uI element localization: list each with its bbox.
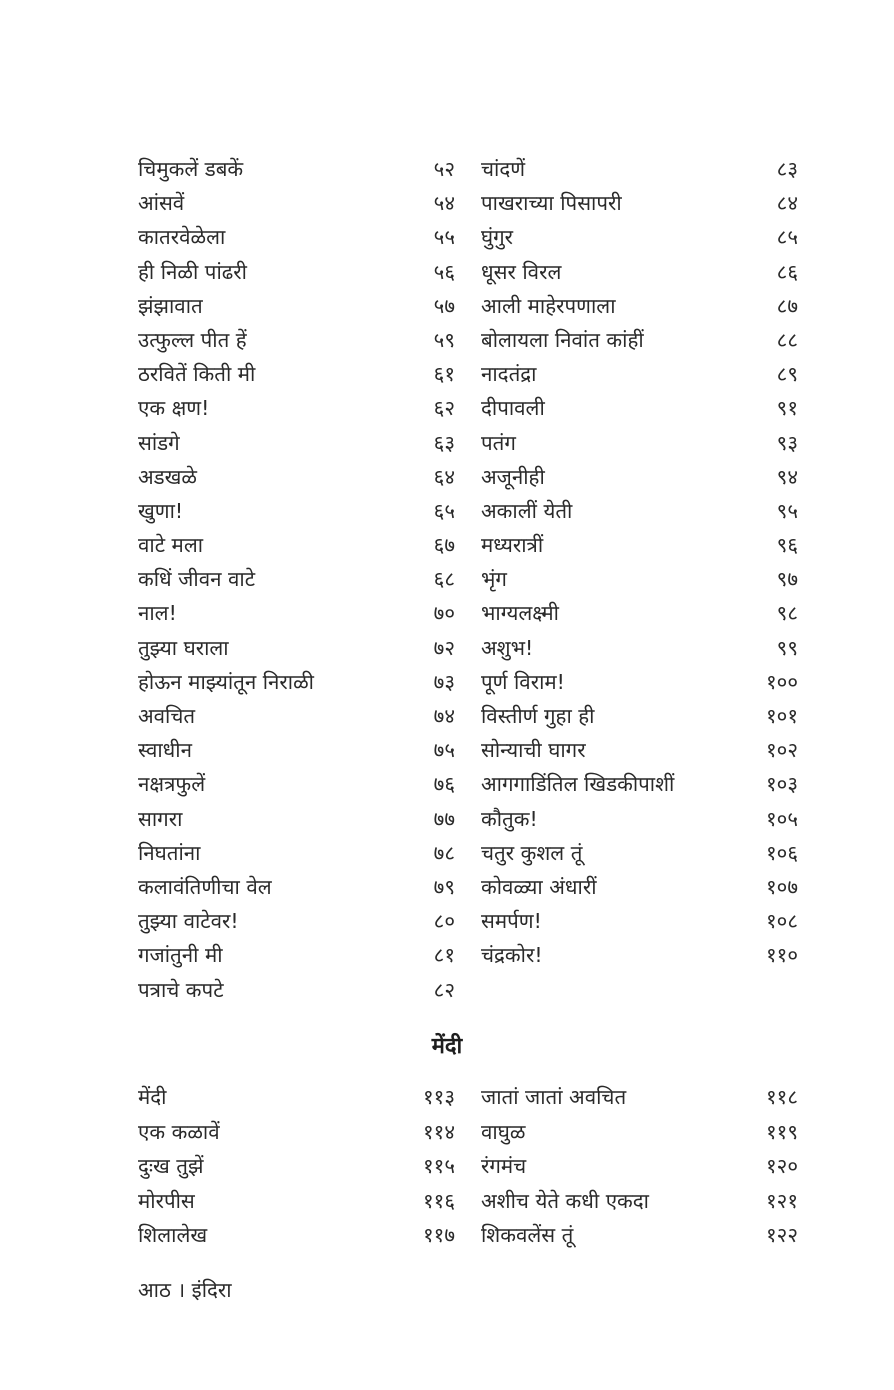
- toc-entry-title: अडखळे: [138, 464, 197, 489]
- toc-entry-title: वाटे मला: [138, 533, 204, 558]
- toc-row: [0, 255, 894, 289]
- toc-row: [0, 836, 894, 870]
- toc-row: [0, 562, 894, 596]
- toc-entry-page: ६४: [433, 464, 455, 489]
- toc-entry-page: ५४: [433, 191, 455, 216]
- toc-entry-title: पतंग: [481, 430, 516, 455]
- toc-entry-title: चांदणें: [481, 157, 526, 181]
- toc-entry-page: ७७: [433, 806, 455, 831]
- toc-entry-title: ठरवितें किती मी: [138, 362, 256, 387]
- toc-entry-page: ५७: [433, 293, 455, 318]
- toc-entry-page: ११०: [766, 943, 798, 968]
- toc-row: [0, 802, 894, 836]
- toc-entry-page: ५९: [433, 327, 455, 352]
- toc-entry-title: समर्पण!: [481, 909, 542, 934]
- toc-entry-title: पत्राचे कपटे: [138, 977, 224, 1002]
- toc-entry-page: ७२: [433, 635, 455, 660]
- toc-row: [0, 1184, 894, 1219]
- toc-entry-page: ६३: [433, 430, 455, 455]
- toc-entry-page: ७३: [433, 669, 455, 694]
- toc-entry-title: मेंदी: [138, 1085, 167, 1109]
- toc-entry-page: ९१: [776, 396, 798, 421]
- toc-entry-title: भाग्यलक्ष्मी: [481, 601, 559, 626]
- toc-entry-page: ८०: [433, 909, 455, 934]
- toc-row: [0, 904, 894, 938]
- toc-entry-page: ११३: [423, 1085, 455, 1109]
- toc-entry-page: ९४: [776, 464, 798, 489]
- toc-entry-title: शिलालेख: [138, 1223, 208, 1247]
- toc-entry-page: १२२: [766, 1223, 798, 1247]
- toc-entry-title: तुझ्या घराला: [138, 635, 229, 660]
- toc-entry-page: ५२: [433, 157, 455, 181]
- toc-entry-page: १०३: [766, 772, 798, 797]
- toc-row: [0, 152, 894, 186]
- toc-entry-title: घुंगुर: [481, 225, 514, 250]
- toc-entry-title: धूसर विरल: [481, 259, 562, 284]
- toc-row: [0, 494, 894, 528]
- toc-entry-page: ५५: [433, 225, 455, 250]
- page-footer: आठ । इंदिरा: [138, 1278, 232, 1302]
- toc-entry-title: पूर्ण विराम!: [481, 669, 565, 694]
- toc-entry-page: ७६: [433, 772, 455, 797]
- toc-row: [0, 973, 894, 1007]
- toc-entry-title: दीपावली: [481, 396, 545, 421]
- toc-entry-page: ११७: [423, 1223, 455, 1247]
- toc-entry-title: अजूनीही: [481, 464, 545, 489]
- toc-entry-title: एक क्षण!: [138, 396, 210, 421]
- toc-entry-title: सागरा: [138, 806, 183, 831]
- toc-row: [0, 460, 894, 494]
- toc-entry-page: ६५: [433, 498, 455, 523]
- toc-entry-page: ८९: [776, 362, 798, 387]
- toc-entry-page: ९८: [776, 601, 798, 626]
- toc-entry-title: जातां जातां अवचित: [481, 1085, 627, 1109]
- section-title: मेंदी: [431, 1034, 463, 1059]
- toc-entry-title: स्वाधीन: [138, 738, 192, 763]
- toc-row: [0, 1080, 894, 1115]
- toc-entry-title: कातरवेळेला: [138, 225, 226, 250]
- toc-entry-page: ११६: [423, 1188, 455, 1213]
- toc-entry-page: १०१: [766, 704, 798, 728]
- toc-entry-title: आंसवें: [138, 191, 185, 216]
- toc-entry-title: अकालीं येती: [481, 498, 573, 523]
- toc-entry-page: ८४: [776, 191, 798, 216]
- toc-entry-title: वाघुळ: [481, 1119, 526, 1144]
- toc-row: [0, 596, 894, 630]
- toc-row: [0, 426, 894, 460]
- toc-entry-page: १०५: [766, 806, 798, 831]
- toc-entry-page: ७०: [433, 601, 455, 626]
- toc-row: [0, 357, 894, 391]
- toc-row: [0, 186, 894, 220]
- toc-entry-page: ११५: [423, 1154, 455, 1178]
- toc-entry-page: ९३: [776, 430, 798, 455]
- toc-entry-title: उत्फुल्ल पीत हें: [138, 327, 247, 352]
- toc-entry-title: रंगमंच: [481, 1154, 527, 1178]
- toc-entry-page: १२१: [766, 1188, 798, 1213]
- toc-entry-title: खुणा!: [138, 498, 184, 523]
- toc-entry-page: ९९: [776, 635, 798, 660]
- toc-entry-page: ८७: [776, 293, 798, 318]
- toc-row: [0, 870, 894, 904]
- toc-entry-title: चंद्रकोर!: [481, 943, 543, 968]
- toc-entry-title: दुःख तुझें: [138, 1154, 204, 1178]
- toc-entry-title: अशीच येते कधी एकदा: [481, 1188, 649, 1213]
- toc-entry-page: ८६: [776, 259, 798, 284]
- toc-entry-title: चतुर कुशल तूं: [481, 840, 583, 865]
- toc-row: [0, 733, 894, 767]
- toc-entry-title: गजांतुनी मी: [138, 943, 223, 968]
- toc-row: [0, 699, 894, 733]
- toc-entry-page: ७८: [433, 840, 455, 865]
- toc-entry-page: १०२: [766, 738, 798, 763]
- toc-entry-page: ८८: [776, 327, 798, 352]
- toc-entry-title: अशुभ!: [481, 635, 534, 660]
- toc-entry-title: कधिं जीवन वाटे: [138, 567, 256, 592]
- toc-entry-page: ९६: [776, 533, 798, 558]
- toc-row: [0, 289, 894, 323]
- toc-entry-title: नक्षत्रफुलें: [138, 772, 206, 797]
- toc-entry-title: सोन्याची घागर: [481, 738, 586, 763]
- toc-row: [0, 1115, 894, 1150]
- toc-row: [0, 528, 894, 562]
- toc-entry-title: अवचित: [138, 704, 196, 728]
- toc-entry-title: आगगाडिंतिल खिडकीपाशीं: [481, 772, 675, 797]
- toc-entry-page: १०८: [766, 909, 798, 934]
- toc-entry-page: ७५: [433, 738, 455, 763]
- toc-entry-title: चिमुकलें डबकें: [138, 157, 244, 181]
- toc-entry-title: एक कळावें: [138, 1119, 220, 1144]
- toc-entry-title: विस्तीर्ण गुहा ही: [481, 704, 595, 728]
- toc-entry-title: बोलायला निवांत कांहीं: [481, 327, 644, 352]
- toc-entry-title: होऊन माझ्यांतून निराळी: [138, 669, 314, 694]
- toc-entry-title: झंझावात: [138, 293, 203, 318]
- toc-entry-page: ६२: [433, 396, 455, 421]
- toc-entry-page: ८२: [433, 977, 455, 1002]
- toc-entry-page: १००: [766, 669, 798, 694]
- toc-entry-title: नाल!: [138, 601, 177, 626]
- toc-row: [0, 323, 894, 357]
- toc-entry-title: नादतंद्रा: [481, 362, 537, 387]
- toc-entry-page: १०७: [766, 874, 798, 899]
- toc-entry-title: कौतुक!: [481, 806, 538, 831]
- toc-entry-title: मोरपीस: [138, 1188, 195, 1213]
- toc-entry-page: ९५: [776, 498, 798, 523]
- toc-entry-page: १०६: [766, 840, 798, 865]
- toc-entry-title: सांडगे: [138, 430, 180, 455]
- toc-row: [0, 665, 894, 699]
- toc-entry-title: पाखराच्या पिसापरी: [481, 191, 622, 216]
- toc-entry-page: ६७: [433, 533, 455, 558]
- toc-entry-page: ९७: [776, 567, 798, 592]
- toc-row: [0, 391, 894, 425]
- toc-row: [0, 631, 894, 665]
- toc-entry-page: ७९: [433, 874, 455, 899]
- toc-entry-page: १२०: [766, 1154, 798, 1178]
- toc-entry-title: शिकवलेंस तूं: [481, 1223, 574, 1247]
- toc-entry-page: ११४: [423, 1119, 455, 1144]
- toc-entry-page: ११९: [766, 1119, 798, 1144]
- toc-row: [0, 938, 894, 972]
- toc-entry-page: ८५: [776, 225, 798, 250]
- toc-entry-page: ८१: [433, 943, 455, 968]
- toc-entry-title: मध्यरात्रीं: [481, 533, 544, 558]
- toc-entry-page: ६१: [433, 362, 455, 387]
- toc-mendi-list: [0, 1080, 894, 1253]
- toc-main-list: [0, 152, 894, 1007]
- toc-entry-title: कोवळ्या अंधारीं: [481, 874, 597, 899]
- toc-entry-title: भृंग: [481, 567, 507, 592]
- toc-entry-title: कलावंतिणीचा वेल: [138, 874, 272, 899]
- toc-entry-title: निघतांना: [138, 840, 201, 865]
- toc-entry-page: ११८: [766, 1085, 798, 1109]
- toc-row: [0, 220, 894, 254]
- toc-row: [0, 1149, 894, 1184]
- toc-entry-title: तुझ्या वाटेवर!: [138, 909, 239, 934]
- toc-entry-page: ८३: [776, 157, 798, 181]
- toc-entry-page: ६८: [433, 567, 455, 592]
- toc-row: [0, 767, 894, 801]
- toc-row: [0, 1218, 894, 1253]
- toc-entry-page: ५६: [433, 259, 455, 284]
- toc-entry-title: आली माहेरपणाला: [481, 293, 616, 318]
- toc-entry-title: ही निळी पांढरी: [138, 259, 247, 284]
- toc-entry-page: ७४: [433, 704, 455, 728]
